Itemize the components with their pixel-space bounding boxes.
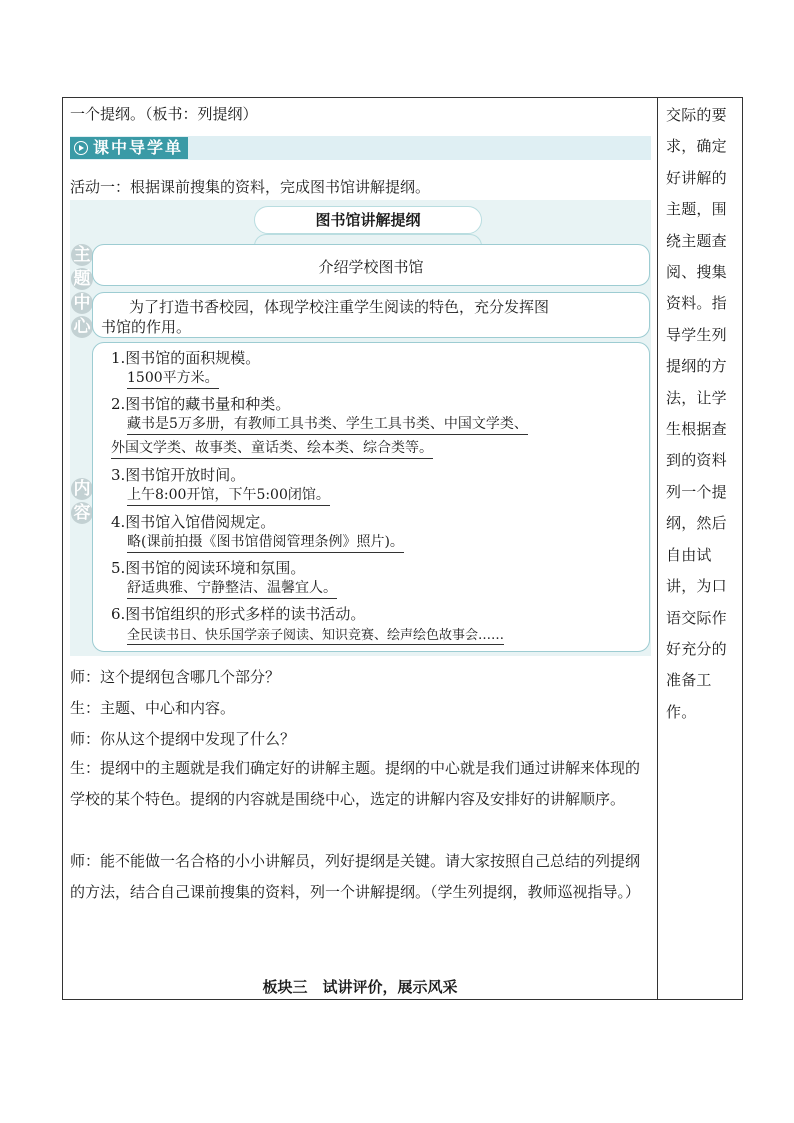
theme-label-char-2: 题 bbox=[71, 268, 93, 290]
content-label-char-1: 内 bbox=[71, 478, 93, 500]
dialogue-line-1: 师：这个提纲包含哪几个部分？ bbox=[70, 668, 281, 686]
content-label-char-2: 容 bbox=[71, 502, 93, 524]
lesson-table bbox=[62, 97, 743, 1000]
center-box bbox=[92, 292, 650, 338]
side-column bbox=[658, 98, 743, 999]
outline-answer-4: 略(课前拍摄《图书馆借阅管理条例》照片)。 bbox=[127, 531, 404, 553]
main-column bbox=[63, 98, 657, 999]
outline-item-3: 3.图书馆开放时间。 bbox=[111, 466, 246, 484]
outline-item-5: 5.图书馆的阅读环境和氛围。 bbox=[111, 559, 306, 577]
banner-tag bbox=[70, 137, 188, 159]
top-line: 一个提纲。（板书：列提纲） bbox=[70, 105, 258, 123]
center-text-line-1: 为了打造书香校园，体现学校注重学生阅读的特色，充分发挥图 bbox=[129, 298, 550, 316]
activity-line: 活动一：根据课前搜集的资料，完成图书馆讲解提纲。 bbox=[70, 178, 431, 196]
center-text-line-2: 书馆的作用。 bbox=[101, 318, 192, 336]
outline-item-2: 2.图书馆的藏书量和种类。 bbox=[111, 395, 291, 413]
outline-answer-3: 上午8:00开馆，下午5:00闭馆。 bbox=[127, 484, 330, 506]
outline-answer-5: 舒适典雅、宁静整洁、温馨宜人。 bbox=[127, 577, 337, 599]
play-icon bbox=[74, 141, 88, 155]
center-label bbox=[70, 292, 94, 340]
outline-answer-6: 全民读书日、快乐国学亲子阅读、知识竞赛、绘声绘色故事会…… bbox=[127, 624, 504, 645]
outline-answer-2a: 藏书是5万多册，有教师工具书类、学生工具书类、中国文学类、 bbox=[127, 413, 528, 435]
outline-item-4: 4.图书馆入馆借阅规定。 bbox=[111, 513, 276, 531]
theme-label-char-1: 主 bbox=[71, 244, 93, 266]
outline-answer-1: 1500平方米。 bbox=[127, 367, 219, 389]
center-label-char-2: 心 bbox=[71, 316, 93, 338]
center-label-char-1: 中 bbox=[71, 292, 93, 314]
theme-text: 介绍学校图书馆 bbox=[318, 258, 424, 276]
content-box bbox=[92, 342, 650, 652]
student-answer-paragraph: 生：提纲中的主题就是我们确定好的讲解主题。提纲的中心就是我们通过讲解来体现的学校的某个特色。提纲的内容就是围绕中心，选定的讲解内容及安排好的讲解顺序。 bbox=[70, 759, 641, 808]
banner-label: 课中导学单 bbox=[93, 138, 184, 157]
section-title: 板块三 试讲评价，展示风采 bbox=[262, 978, 458, 996]
teacher-instruction-paragraph: 师：能不能做一名合格的小小讲解员，列好提纲是关键。请大家按照自己总结的列提纲的方法，结合自己课前搜集的资料，列一个讲解提纲。（学生列提纲，教师巡视指导。） bbox=[70, 852, 641, 901]
side-note: 交际的要求，确定好讲解的主题，围绕主题查阅、搜集资料。指导学生列提纲的方法，让学生根据查到的资料列一个提纲，然后自由试讲，为口语交际作好充分的准备工作。 bbox=[666, 106, 727, 721]
dialogue-line-2: 生：主题、中心和内容。 bbox=[70, 699, 236, 717]
theme-label bbox=[70, 244, 94, 292]
outline-figure bbox=[70, 200, 651, 656]
content-label bbox=[70, 478, 94, 526]
dialogue-line-3: 师：你从这个提纲中发现了什么？ bbox=[70, 730, 296, 748]
outline-answer-2b: 外国文学类、故事类、童话类、绘本类、综合类等。 bbox=[111, 437, 433, 459]
section-banner bbox=[70, 136, 651, 160]
outline-item-6: 6.图书馆组织的形式多样的读书活动。 bbox=[111, 605, 366, 623]
theme-box bbox=[92, 244, 650, 286]
outline-title: 图书馆讲解提纲 bbox=[254, 206, 482, 234]
outline-item-1: 1.图书馆的面积规模。 bbox=[111, 349, 261, 367]
